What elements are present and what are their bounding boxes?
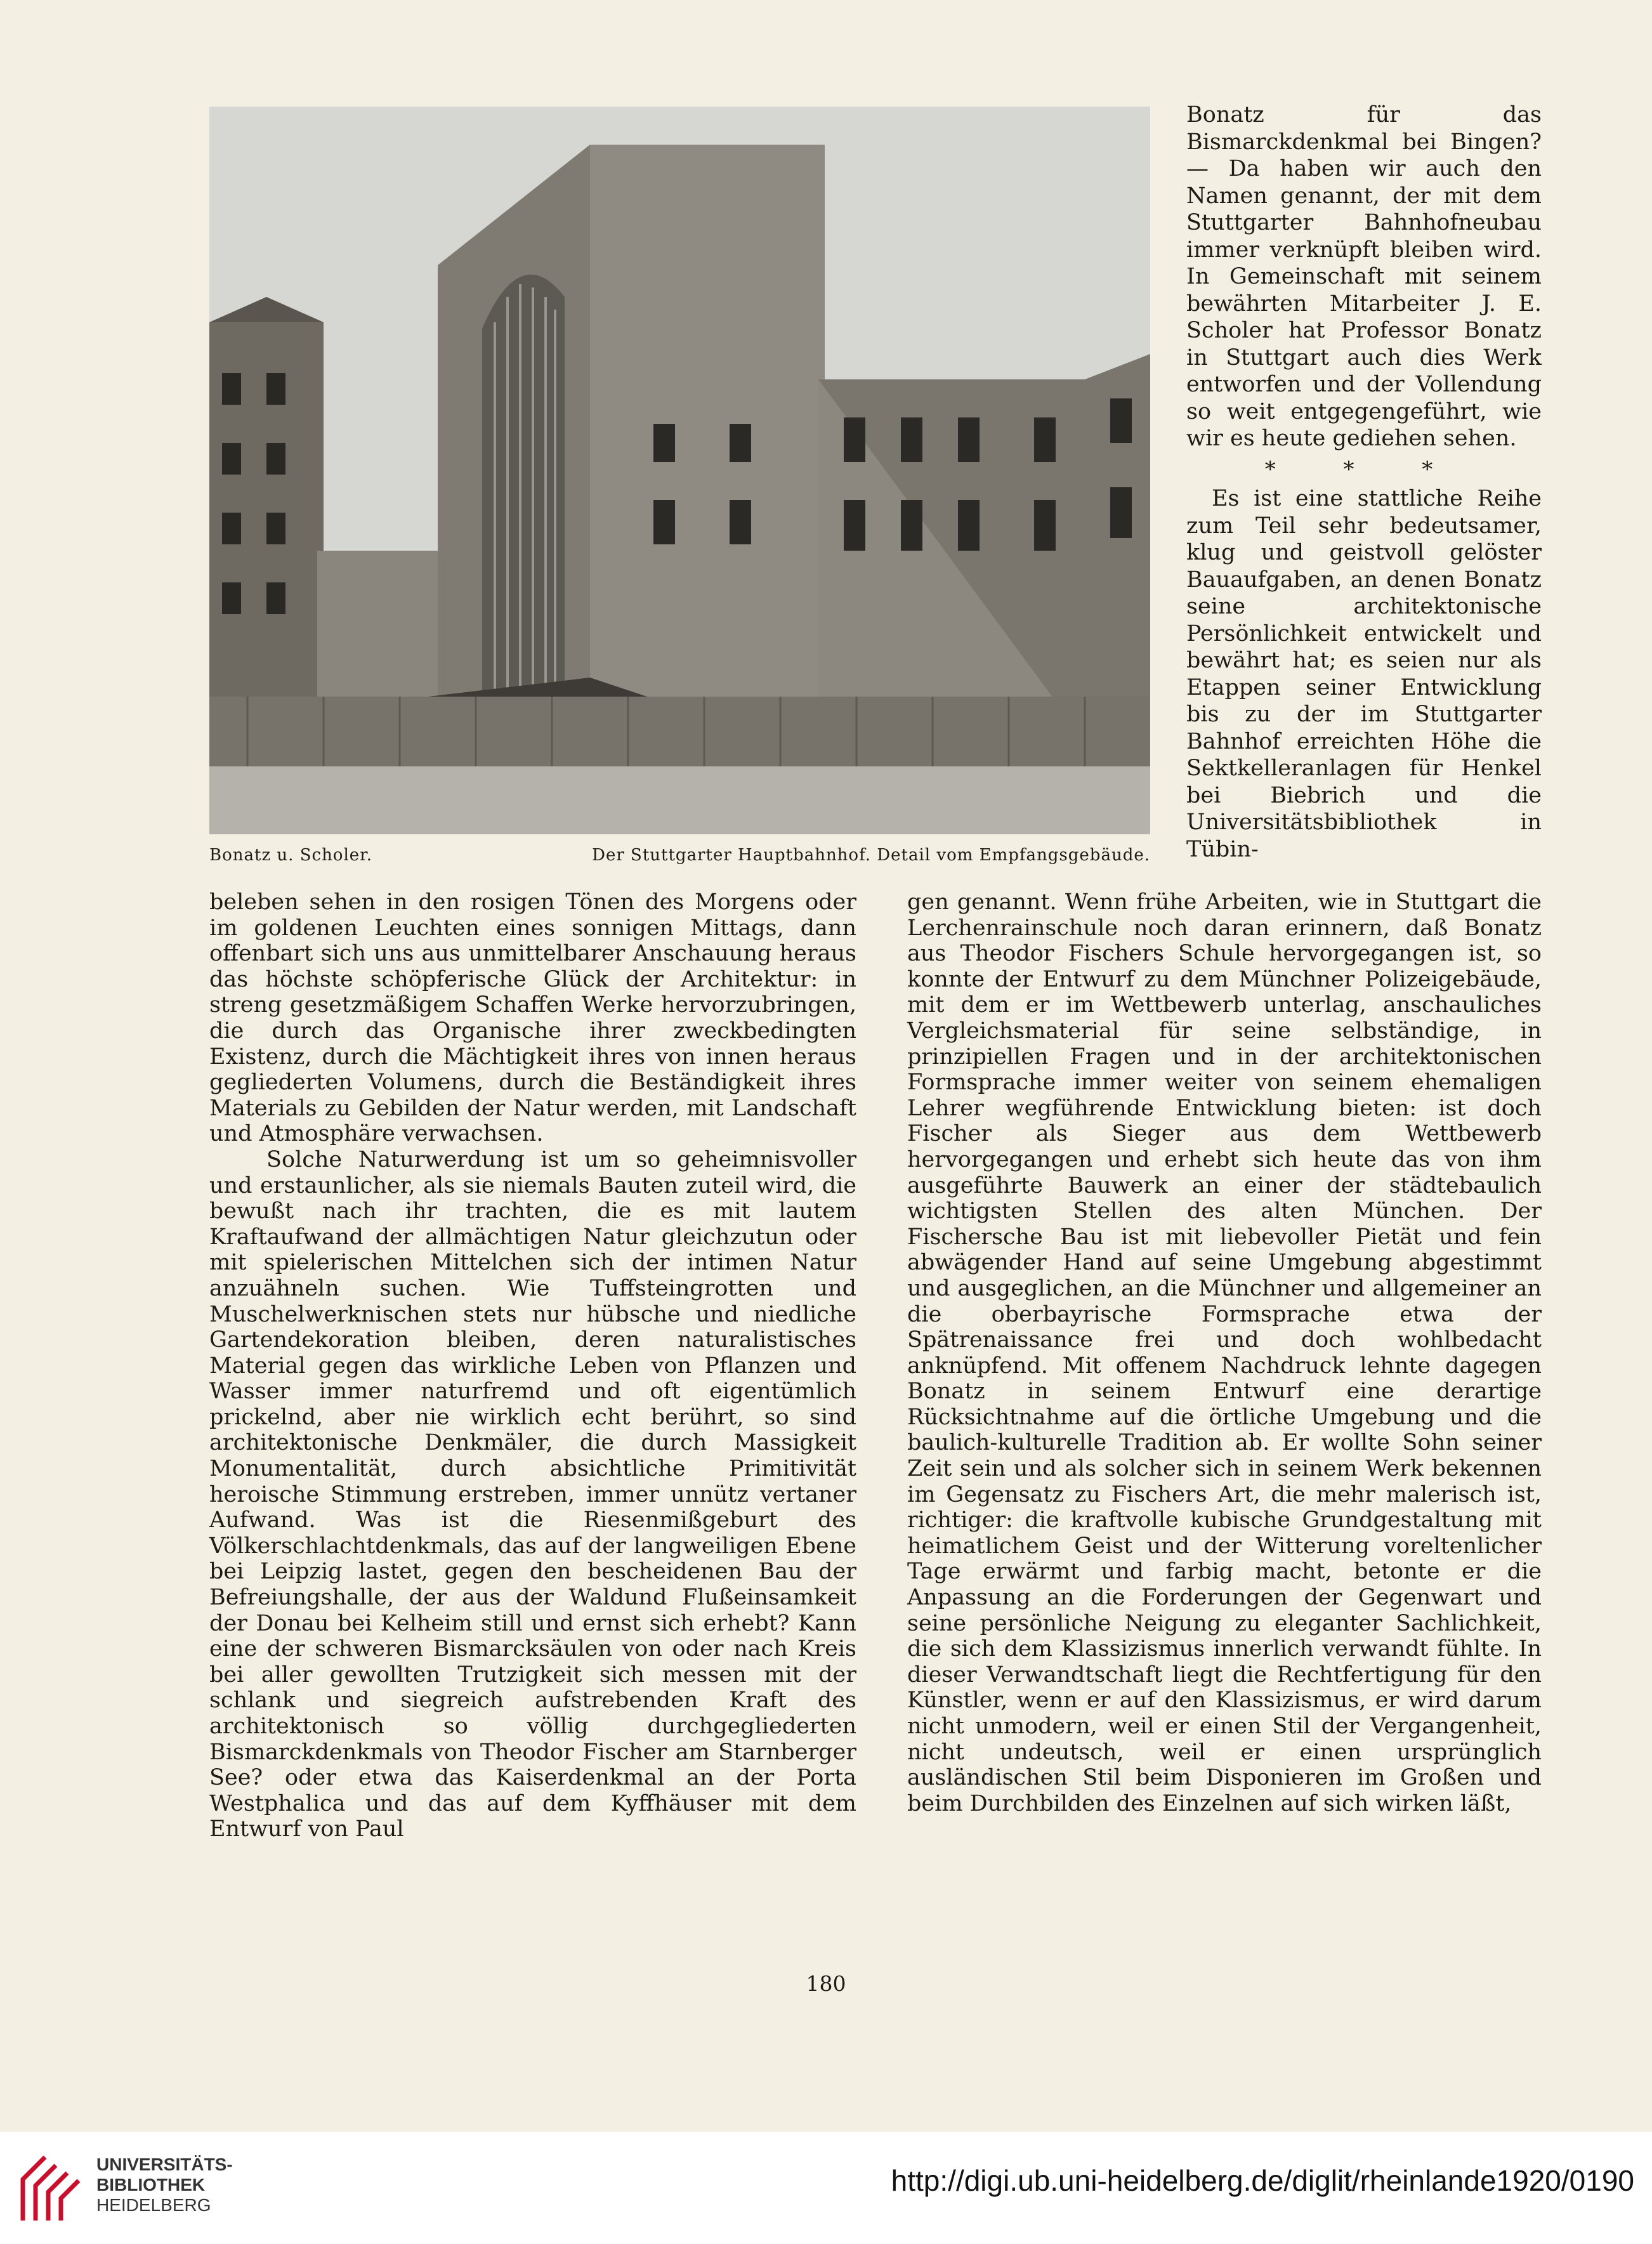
right-column [907,889,1542,1816]
photo-caption-credit: Bonatz u. Scholer. [209,846,373,865]
library-name-line: BIBLIOTHEK [96,2175,206,2195]
library-name-line: UNIVERSITÄTS- [96,2155,233,2174]
section-separator: * * * [1264,456,1464,482]
left-column [209,889,856,1842]
paragraph: Solche Naturwerdung ist um so geheimnisvoller und erstaunlicher, als sie niemals Bauten zuteil wird, die bewußt nach ihr trachten, die es mit lautem Kraftaufwand der allmächtigen Natur gleichzutun oder mit spielerischen Mittelchen sich der intimen Natur anzuähneln suchen. Wie Tuffsteingrotten und Muschelwerknischen stets nur hübsche und niedliche Gartendekoration bleiben, deren naturalistisches Material gegen das wirkliche Leben von Pflanzen und Wasser immer naturfremd und oft eigentümlich prickelnd, aber nie wirklich echt berührt, so sind architektonische Denkmäler, die durch Massigkeit Monumentalität, durch absichtliche Primitivität heroische Stimmung erstreben, immer unnütz vertaner Aufwand. Was ist die Riesenmißgeburt des Völkerschlachtdenkmals, das auf der langweiligen Ebene bei Leipzig lastet, gegen den bescheidenen Bau der Befreiungshalle, der aus der Waldund Flußeinsamkeit der Donau bei Kelheim still und ernst sich erhebt? Kann eine der schweren Bismarcksäulen von oder nach Kreis bei aller gewollten Trutzigkeit sich messen mit der schlank und siegreich aufstrebenden Kraft des architektonisch so völlig durchgegliederten Bismarckdenkmals von Theodor Fischer am Starnberger See? oder etwa das Kaiserdenkmal an der Porta Westphalica und das auf dem Kyffhäuser mit dem Entwurf von Paul [209,1146,856,1842]
paragraph: beleben sehen in den rosigen Tönen des Morgens oder im goldenen Leuchten eines sonnigen Mittags, dann offenbart sich uns aus unmittelbarer Anschauung heraus das höchste schöpferische Glück der Architektur: in streng gesetzmäßigem Schaffen Werke hervorzubringen, die durch das Organische ihrer zweckbedingten Existenz, durch die Mächtigkeit ihres von innen heraus gegliederten Volumens, durch die Beständigkeit ihres Materials zu Gebilden der Natur werden, mit Landschaft und Atmosphäre verwachsen. [209,889,856,1147]
page-number: 180 [806,1971,846,1996]
paragraph: gen genannt. Wenn frühe Arbeiten, wie in Stuttgart die Lerchenrainschule noch daran erinnern, daß Bonatz aus Theodor Fischers Schule hervorgegangen ist, so konnte der Entwurf zu dem Münchner Polizeigebäude, mit dem er im Wettbewerb unterlag, anschauliches Vergleichsmaterial für seine selbständige, in prinzipiellen Fragen und in der architektonischen Formsprache immer weiter von seinem ehemaligen Lehrer wegführende Entwicklung bieten: ist doch Fischer als Sieger aus dem Wettbewerb hervorgegangen und erhebt sich heute das von ihm ausgeführte Bauwerk an einer der städtebaulich wichtigsten Stellen des alten München. Der Fischersche Bau ist mit liebevoller Pietät und fein abwägender Hand auf seine Umgebung abgestimmt und ausgeglichen, an die Münchner und allgemeiner an die oberbayrische Formsprache etwa der Spätrenaissance frei und doch wohlbedacht anknüpfend. Mit offenem Nachdruck lehnte dagegen Bonatz in seinem Entwurf eine derartige Rücksichtnahme auf die örtliche Umgebung und die baulich-kulturelle Tradition ab. Er wollte Sohn seiner Zeit sein und als solcher sich in seinem Werk bekennen im Gegensatz zu Fischers Art, die mehr malerisch ist, richtiger: die kraftvolle kubische Grundgestaltung mit heimatlichem Geist und der Witterung voreltenlicher Tage erwärmt und farbig macht, betonte er die Anpassung an die Forderungen der Gegenwart und seine persönliche Neigung zu eleganter Sachlichkeit, die sich dem Klassizismus innerlich verwandt fühlte. In dieser Verwandtschaft liegt die Rechtfertigung für den Künstler, wenn er auf den Klassizismus, er wird darum nicht unmodern, weil er einen Stil der Vergangenheit, nicht undeutsch, weil er einen ursprünglich ausländischen Stil beim Disponieren im Großen und beim Durchbilden des Einzelnen auf sich wirken läßt, [907,889,1542,1816]
library-name-line: HEIDELBERG [96,2195,211,2215]
station-photograph [209,107,1150,834]
station-photo-illustration [209,107,1150,834]
heidelberg-library-logo-icon [16,2151,86,2227]
library-name [96,2155,233,2215]
paragraph: Es ist eine stattliche Reihe zum Teil sehr bedeutsamer, klug und geistvoll gelöster Bauaufgaben, an denen Bonatz seine architektonische Persönlichkeit entwickelt und bewährt hat; es seien nur als Etappen seiner Entwicklung bis zu der im Stuttgarter Bahnhof erreichten Höhe die Sektkelleranlagen für Henkel bei Biebrich und die Universitätsbibliothek in Tübin- [1186,486,1542,862]
paragraph: Bonatz für das Bismarckdenkmal bei Bingen? — Da haben wir auch den Namen genannt, der mit dem Stuttgarter Bahnhofneubau immer verknüpft bleiben wird. In Gemeinschaft mit seinem bewährten Mitarbeiter J. E. Scholer hat Professor Bonatz in Stuttgart auch dies Werk entworfen und der Vollendung so weit entgegengeführt, wie wir es heute gediehen sehen. [1186,102,1542,451]
source-url-link[interactable]: http://digi.ub.uni-heidelberg.de/diglit/rheinlande1920/0190 [891,2164,1634,2197]
photo-caption-title: Der Stuttgarter Hauptbahnhof. Detail vom Empfangsgebäude. [592,846,1150,865]
right-top-column [1186,102,1542,863]
footer-bar [0,2132,1652,2244]
